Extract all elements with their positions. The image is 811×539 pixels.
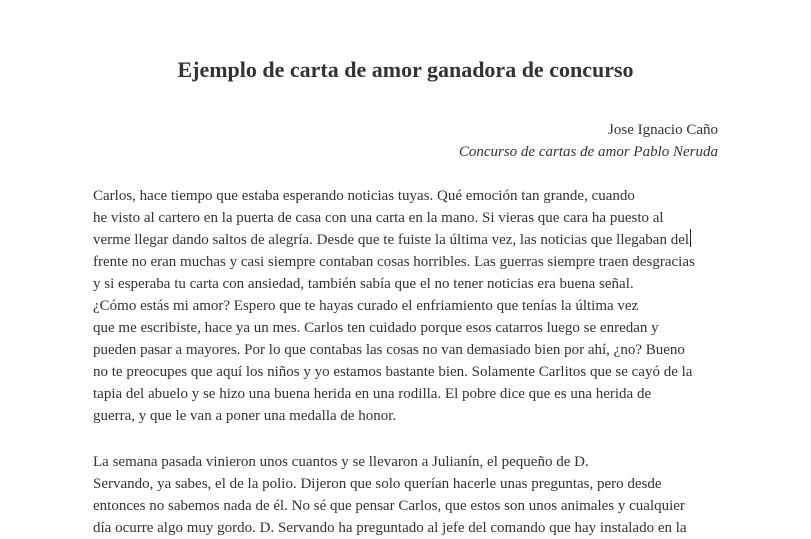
text-line: ¿Cómo estás mi amor? Espero que te hayas curado el enfriamiento que tenías la última vez [93, 298, 639, 314]
contest-name: Concurso de cartas de amor Pablo Neruda [458, 144, 718, 160]
text-line: guerra, y que le van a poner una medalla de honor. [93, 408, 397, 424]
text-line: he visto al cartero en la puerta de casa con una carta en la mano. Si vieras que cara ha puesto al [93, 210, 664, 226]
text-line: Servando, ya sabes, el de la polio. Dijeron que solo querían hacerle unas preguntas, pero desde [93, 476, 662, 492]
text-line: verme llegar dando saltos de alegría. Desde que te fuiste la última vez, las noticias que llegaban del [93, 232, 690, 248]
page-title: Ejemplo de carta de amor ganadora de concurso [177, 57, 634, 82]
text-cursor [690, 229, 691, 247]
text-line: La semana pasada vinieron unos cuantos y se llevaron a Julianín, el pequeño de D. [93, 454, 589, 470]
letter-paragraph-1[interactable] [93, 185, 733, 427]
text-line-with-cursor [93, 229, 733, 251]
text-line: pueden pasar a mayores. Por lo que contabas las cosas no van demasiado bien por ahí, ¿no? Bueno [93, 342, 685, 358]
text-line: tapia del abuelo y se hizo una buena herida en una rodilla. El pobre dice que es una herida de [93, 386, 652, 402]
text-line: que me escribiste, hace ya un mes. Carlos ten cuidado porque esos catarros luego se enredan y [93, 320, 659, 336]
text-line: día ocurre algo muy gordo. D. Servando ha preguntado al jefe del comando que hay instalado en la [93, 520, 687, 536]
text-line: y si esperaba tu carta con ansiedad, también sabía que el no tener noticias era buena señal. [93, 276, 634, 292]
letter-paragraph-2[interactable] [93, 451, 733, 539]
text-line: frente no eran muchas y casi siempre contaban cosas horribles. Las guerras siempre traen desgracias [93, 254, 695, 270]
text-line: Carlos, hace tiempo que estaba esperando noticias tuyas. Qué emoción tan grande, cuando [93, 188, 635, 204]
text-line: no te preocupes que aquí los niños y yo estamos bastante bien. Solamente Carlitos que se cayó de la [93, 364, 693, 380]
author-name: Jose Ignacio Caño [608, 122, 718, 138]
text-line: entonces no sabemos nada de él. No sé que pensar Carlos, que estos son unos animales y cualquier [93, 498, 685, 514]
